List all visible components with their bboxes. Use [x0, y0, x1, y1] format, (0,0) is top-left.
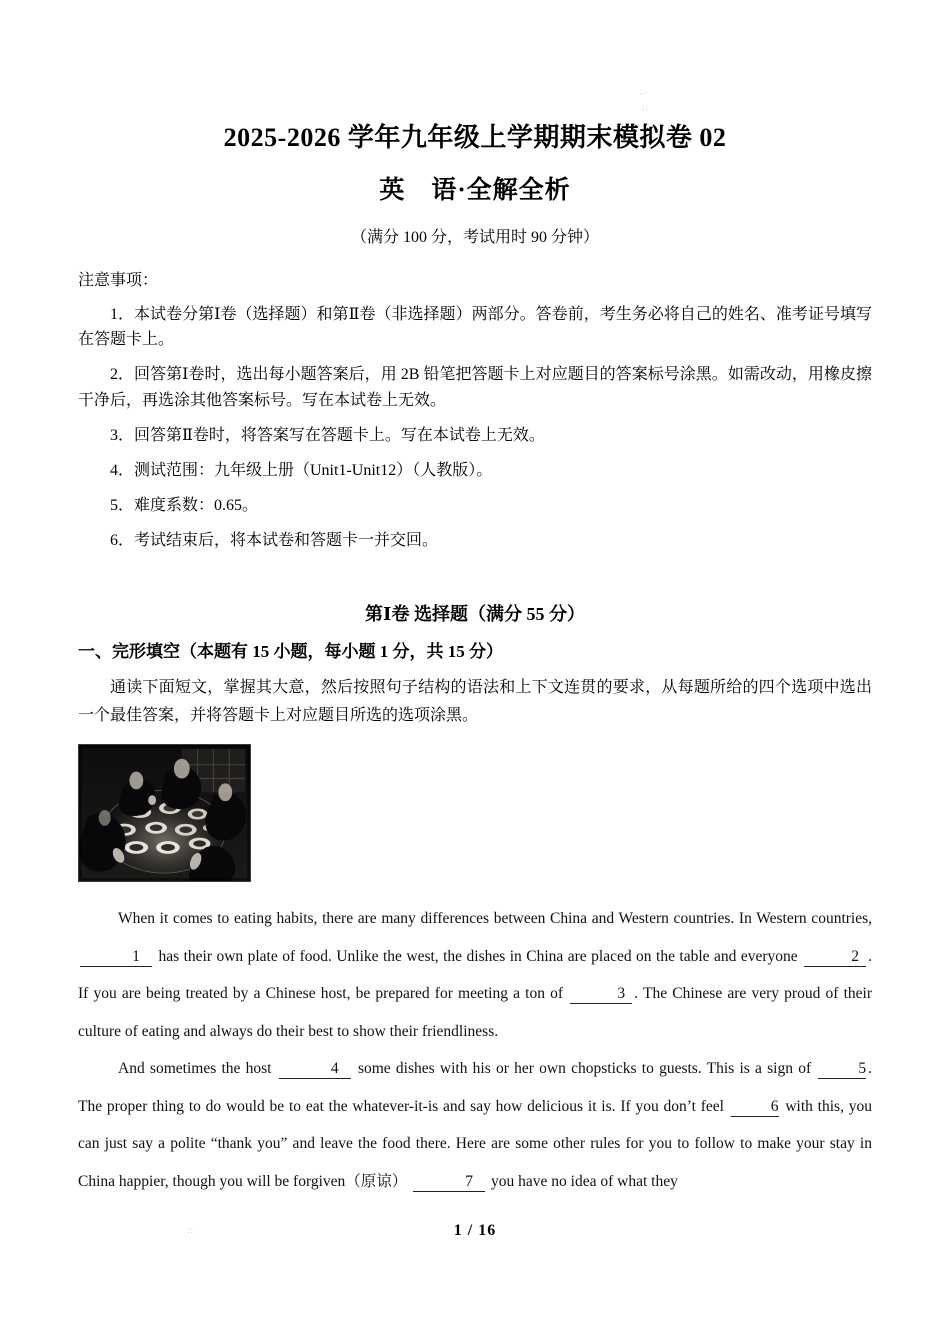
page-subtitle: 英 语·全解全析	[379, 176, 571, 204]
passage-text: with this, you can just say a polite “thank you” and leave the food there. Here are some other rules for you to follow to make your stay in China happier, though you will be forgiven（原谅）	[78, 1097, 872, 1190]
cloze-blank-2[interactable]: 2	[804, 948, 866, 967]
footer-page-number: 1	[453, 1222, 463, 1239]
cloze-section-heading: 一、完形填空（本题有 15 小题，每小题 1 分，共 15 分）	[78, 641, 503, 661]
passage-text: has their own plate of food. Unlike the west, the dishes in China are placed on the table and everyone	[154, 947, 803, 965]
notice-item-3: 3．回答第Ⅱ卷时，将答案写在答题卡上。写在本试卷上无效。	[110, 427, 545, 445]
cloze-directions: 通读下面短文，掌握其大意，然后按照句子结构的语法和上下文连贯的要求，从每题所给的四个选项中选出一个最佳答案，并将答题卡上对应题目所选的选项涂黑。	[78, 679, 872, 725]
footer-separator: /	[467, 1222, 474, 1239]
cloze-blank-6[interactable]: 6	[731, 1098, 779, 1117]
scan-artifact-top-2: ∷	[642, 103, 648, 113]
part-one-heading: 第Ⅰ卷 选择题（满分 55 分）	[365, 603, 585, 624]
page-footer	[0, 1222, 950, 1240]
passage-text: . The Chinese are very proud of their culture of eating and always do their best to show their friendliness.	[78, 985, 872, 1040]
passage-text: . The proper thing to do would be to eat the whatever-it-is and say how delicious it is. If you don’t feel	[78, 1060, 872, 1115]
cloze-blank-5[interactable]: 5	[818, 1060, 866, 1079]
dining-table-photo	[78, 744, 251, 882]
passage-text: some dishes with his or her own chopsticks to guests. This is a sign of	[352, 1060, 817, 1078]
footer-total-pages: 16	[478, 1222, 497, 1239]
passage-text: And sometimes the host	[118, 1060, 277, 1078]
passage-text: When it comes to eating habits, there are many differences between China and Western countries. In Western countries,	[118, 910, 872, 928]
cloze-blank-1[interactable]: 1	[80, 948, 152, 967]
cloze-blank-7[interactable]: 7	[413, 1173, 485, 1192]
notice-item-5: 5．难度系数：0.65。	[110, 496, 259, 514]
passage-text: . If you are being treated by a Chinese host, be prepared for meeting a ton of	[78, 947, 872, 1003]
passage-paragraph-1	[78, 900, 872, 1050]
notice-item-1: 1．本试卷分第Ⅰ卷（选择题）和第Ⅱ卷（非选择题）两部分。答卷前，考生务必将自己的姓名、准考证号填写在答题卡上。	[78, 305, 872, 349]
notice-heading: 注意事项：	[78, 271, 159, 289]
exam-score-time-line: （满分 100 分，考试用时 90 分钟）	[350, 228, 599, 246]
notice-item-4: 4．测试范围：九年级上册（Unit1-Unit12）（人教版）。	[110, 462, 493, 480]
cloze-passage	[78, 882, 872, 1200]
scan-artifact-bottom: ∷	[187, 1226, 193, 1236]
page-title: 2025-2026 学年九年级上学期期末模拟卷 02	[223, 123, 727, 152]
notice-item-2: 2．回答第Ⅰ卷时，选出每小题答案后，用 2B 铅笔把答题卡上对应题目的答案标号涂黑。如需改动，用橡皮擦干净后，再选涂其他答案标号。写在本试卷上无效。	[78, 366, 872, 410]
passage-photo-wrapper	[78, 730, 872, 882]
cloze-blank-4[interactable]: 4	[279, 1060, 351, 1079]
notice-item-6: 6．考试结束后，将本试卷和答题卡一并交回。	[110, 531, 439, 549]
cloze-blank-3[interactable]: 3	[570, 985, 632, 1004]
passage-paragraph-2	[78, 1050, 872, 1200]
passage-text: you have no idea of what they	[487, 1172, 678, 1190]
scan-artifact-top-1: ∷	[640, 87, 646, 97]
